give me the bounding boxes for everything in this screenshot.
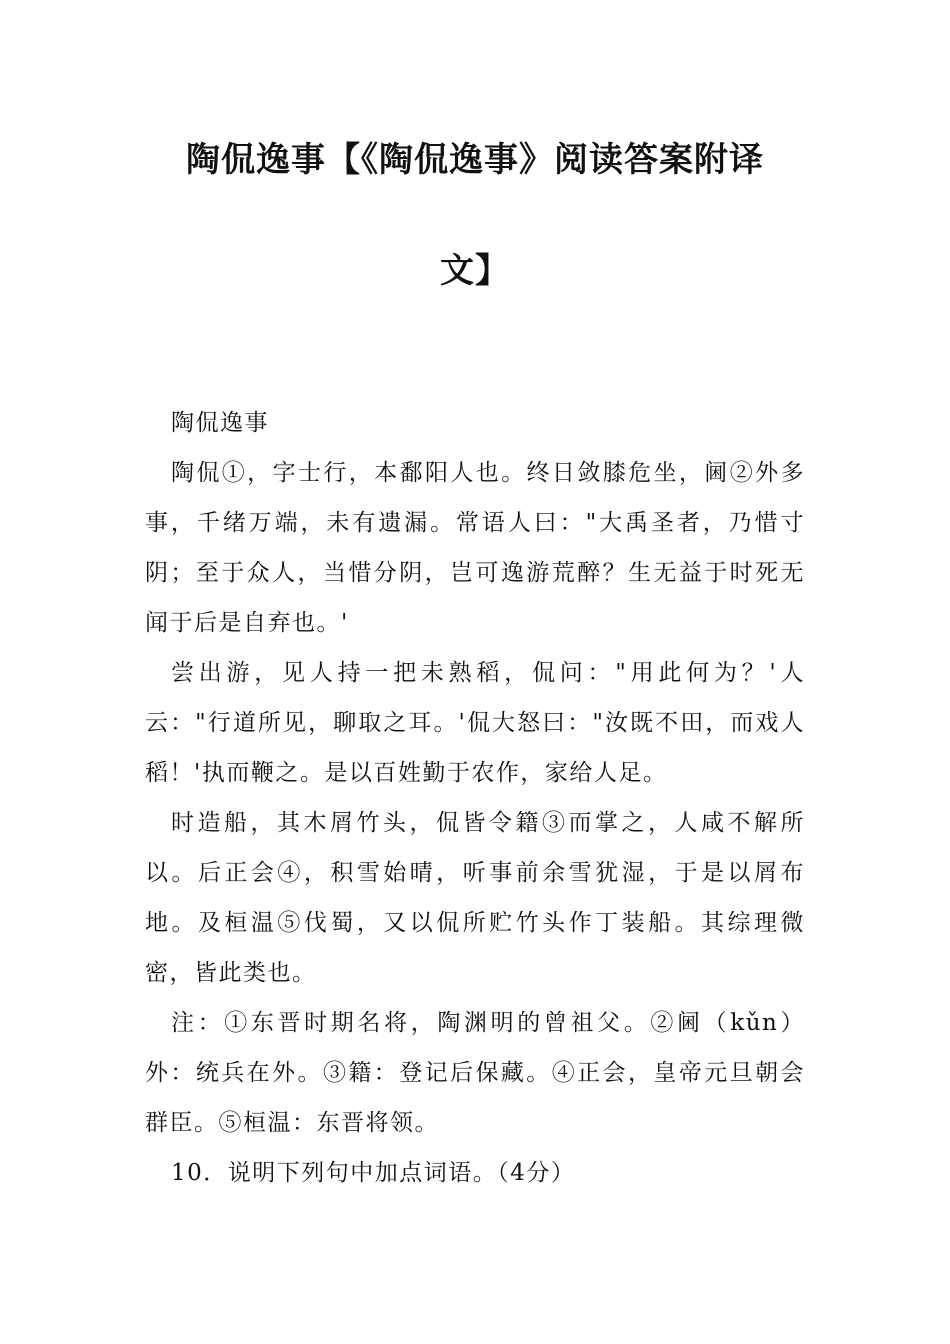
section-heading: 陶侃逸事 <box>171 410 269 436</box>
paragraph-3: 时造船，其木屑竹头，侃皆令籍③而掌之，人咸不解所以。后正会④，积雪始晴，听事前余雪犹湿，于是以屑布地。及桓温⑤伐蜀，又以侃所贮竹头作丁装船。其综理微密，皆此类也。 <box>145 810 805 986</box>
paragraph-1: 陶侃①，字士行，本鄱阳人也。终日敛膝危坐，阃②外多事，千绪万端，未有遗漏。常语人曰："大禹圣者，乃惜寸阴；至于众人，当惜分阴，岂可逸游荒醉？生无益于时死无闻于后是自弃也。' <box>145 460 805 636</box>
document-title-line-1: 陶侃逸事【《陶侃逸事》阅读答案附译 <box>186 140 764 180</box>
document-body <box>145 398 805 1198</box>
question-10: 10．说明下列句中加点词语。（4分） <box>171 1160 576 1186</box>
document-title-line-2: 文】 <box>440 251 510 291</box>
notes-paragraph: 注：①东晋时期名将，陶渊明的曾祖父。②阃（kǔn）外：统兵在外。③籍：登记后保藏。④正会，皇帝元旦朝会群臣。⑤桓温：东晋将领。 <box>145 1010 805 1136</box>
paragraph-2: 尝出游，见人持一把未熟稻，侃问："用此何为？'人云："行道所见，聊取之耳。'侃大怒曰："汝既不田，而戏人稻！'执而鞭之。是以百姓勤于农作，家给人足。 <box>145 660 805 786</box>
